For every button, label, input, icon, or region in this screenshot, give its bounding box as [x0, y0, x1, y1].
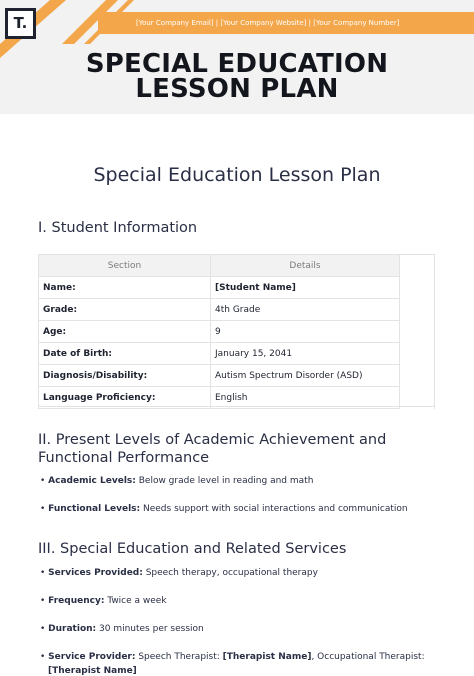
- list-item-services-provided: • Services Provided: Speech therapy, occupational therapy: [40, 568, 318, 578]
- bullet-text: Speech therapy, occupational therapy: [142, 568, 318, 578]
- bullet-label: Academic Levels:: [48, 476, 136, 486]
- row-label: Date of Birth:: [39, 343, 211, 365]
- table-row: [39, 299, 435, 321]
- table-header-row: [39, 255, 435, 277]
- bullet-label: Functional Levels:: [48, 504, 141, 514]
- table-row: [39, 277, 435, 299]
- row-label: Age:: [39, 321, 211, 343]
- bullet-text: 30 minutes per session: [96, 624, 204, 634]
- table-row: [39, 387, 435, 409]
- header-banner: [0, 0, 474, 114]
- banner-title-line2: LESSON PLAN: [135, 74, 339, 104]
- banner-title-line1: SPECIAL EDUCATION: [85, 49, 389, 79]
- list-item-functional-levels: • Functional Levels: Needs support with social interactions and communication: [40, 504, 408, 514]
- present-levels-heading: [38, 431, 386, 467]
- row-value: 9: [211, 321, 400, 343]
- table-row: [39, 343, 435, 365]
- column-header-section: Section: [39, 255, 211, 277]
- row-label: Language Proficiency:: [39, 387, 211, 409]
- list-item-duration: • Duration: 30 minutes per session: [40, 624, 204, 634]
- column-header-details: Details: [211, 255, 400, 277]
- bullet-label: Frequency:: [48, 596, 105, 606]
- contact-bar: [Your Company Email] | [Your Company Website] | [Your Company Number]: [98, 12, 474, 34]
- row-value: January 15, 2041: [211, 343, 400, 365]
- row-value: English: [211, 387, 400, 409]
- list-item-service-provider: • Service Provider: Speech Therapist: [Therapist Name], Occupational Therapist:: [40, 652, 425, 662]
- row-label: Name:: [39, 277, 211, 299]
- bullet-text: Needs support with social interactions and communication: [140, 504, 408, 514]
- bullet-label: Services Provided:: [48, 568, 143, 578]
- list-item-frequency: • Frequency: Twice a week: [40, 596, 167, 606]
- row-value: Autism Spectrum Disorder (ASD): [211, 365, 400, 387]
- student-info-heading: I. Student Information: [38, 220, 198, 236]
- present-levels-heading-line2: Functional Performance: [38, 450, 210, 466]
- bullet-bold-value: [Therapist Name]: [222, 652, 312, 662]
- bullet-label: Duration:: [48, 624, 97, 634]
- services-heading: III. Special Education and Related Services: [38, 541, 347, 557]
- table-row: [39, 321, 435, 343]
- banner-title: [0, 49, 474, 104]
- bullet-text: Twice a week: [104, 596, 167, 606]
- cutoff-continuation: [Therapist Name]: [48, 666, 137, 676]
- bullet-label: Service Provider:: [48, 652, 136, 662]
- row-label: Grade:: [39, 299, 211, 321]
- bullet-text-2: , Occupational Therapist:: [311, 652, 425, 662]
- company-logo: T.: [5, 8, 36, 39]
- table-row: [39, 365, 435, 387]
- student-info-table: [38, 254, 435, 409]
- bullet-text: Below grade level in reading and math: [135, 476, 314, 486]
- list-item-academic-levels: • Academic Levels: Below grade level in reading and math: [40, 476, 314, 486]
- row-label: Diagnosis/Disability:: [39, 365, 211, 387]
- present-levels-heading-line1: II. Present Levels of Academic Achievement and: [38, 432, 387, 448]
- row-value: [Student Name]: [211, 277, 400, 299]
- document-title: Special Education Lesson Plan: [93, 164, 381, 186]
- bullet-text: Speech Therapist:: [135, 652, 223, 662]
- row-value: 4th Grade: [211, 299, 400, 321]
